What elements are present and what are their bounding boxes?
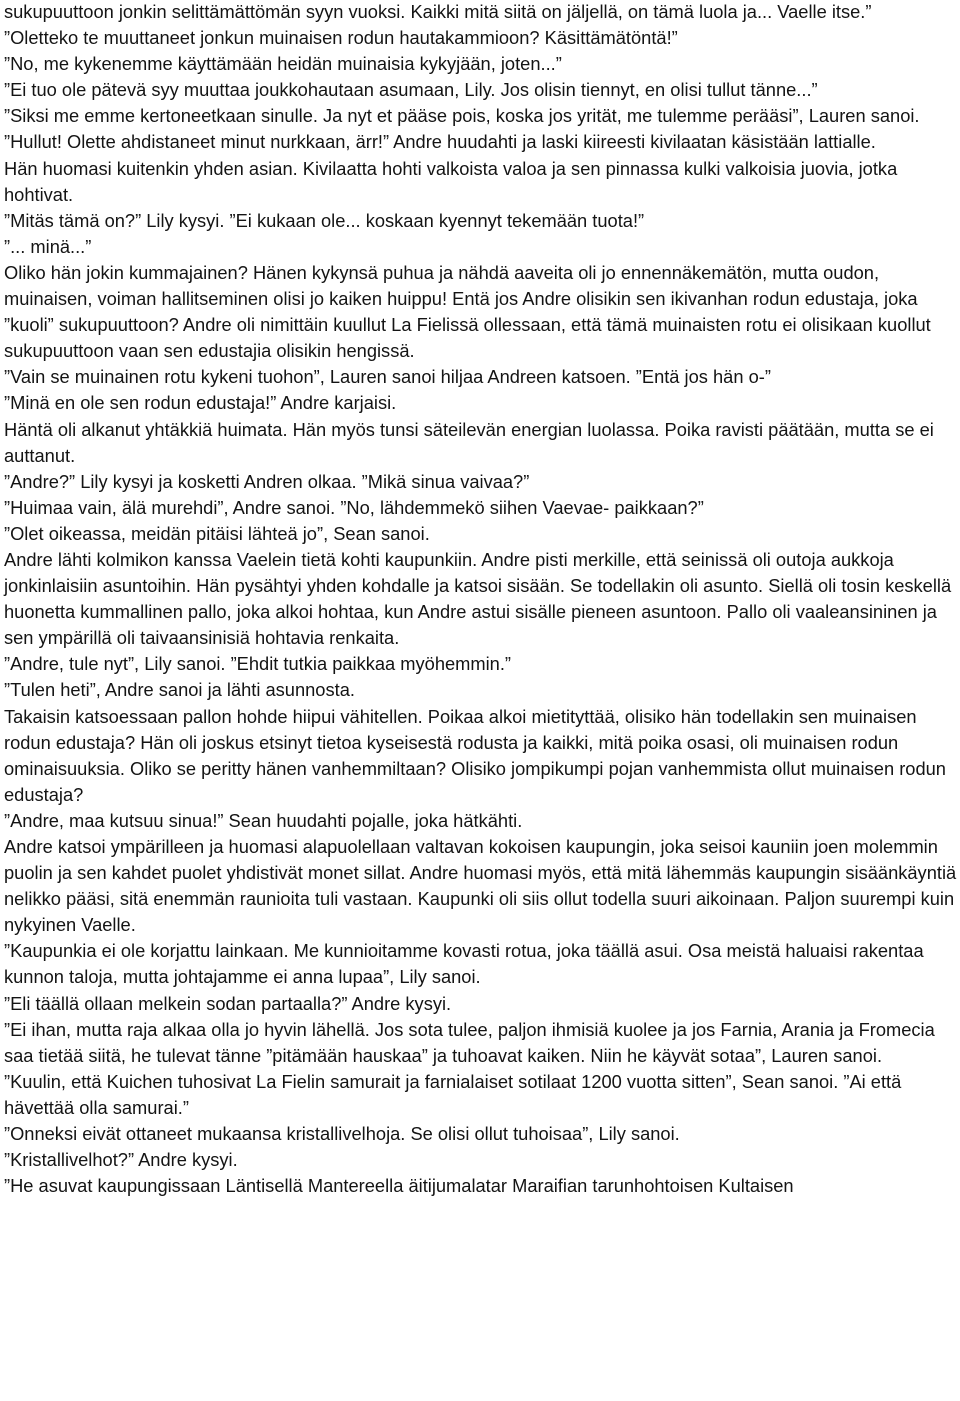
paragraph: ”Olet oikeassa, meidän pitäisi lähteä jo”, Sean sanoi. xyxy=(4,522,430,544)
paragraph: Häntä oli alkanut yhtäkkiä huimata. Hän myös tunsi säteilevän energian luolassa. Poika ravisti päätään, mutta se ei auttanut. xyxy=(4,418,934,466)
paragraph: ”... minä...” xyxy=(4,235,92,257)
paragraph: ”Vain se muinainen rotu kykeni tuohon”, Lauren sanoi hiljaa Andreen katsoen. ”Entä jos hän o-” xyxy=(4,366,771,388)
paragraph: ”Tulen heti”, Andre sanoi ja lähti asunnosta. xyxy=(4,679,355,701)
paragraph: ”Siksi me emme kertoneetkaan sinulle. Ja nyt et pääse pois, koska jos yrität, me tulemme perääsi”, Lauren sanoi. xyxy=(4,105,920,127)
paragraph: ”Andre, maa kutsuu sinua!” Sean huudahti pojalle, joka hätkähti. xyxy=(4,809,523,831)
paragraph: ”Kristallivelhot?” Andre kysyi. xyxy=(4,1149,238,1171)
paragraph: ”Hullut! Olette ahdistaneet minut nurkkaan, ärr!” Andre huudahti ja laski kiireesti kivilaatan käsistään lattialle. xyxy=(4,131,876,153)
paragraph: Hän huomasi kuitenkin yhden asian. Kivilaatta hohti valkoista valoa ja sen pinnassa kulki valkoisia juovia, jotka hohtivat. xyxy=(4,157,898,205)
paragraph: ”Eli täällä ollaan melkein sodan partaalla?” Andre kysyi. xyxy=(4,992,452,1014)
paragraph: ”Minä en ole sen rodun edustaja!” Andre karjaisi. xyxy=(4,392,397,414)
paragraph: Oliko hän jokin kummajainen? Hänen kykynsä puhua ja nähdä aaveita oli jo ennennäkemätön, mutta oudon, muinaisen, voiman hallitseminen olisi jo kaiken huippu! Entä jos Andre olisikin sen ikivanhan rodun edustaja, joka ”kuoli” sukupuuttoon? Andre oli nimittäin kuullut La Fielissä ollessaan, että tämä muinaisten rotu ei olisikaan kuollut sukupuuttoon vaan sen edustajia olisikin hengissä. xyxy=(4,261,931,362)
paragraph: ”Ei tuo ole pätevä syy muuttaa joukkohautaan asumaan, Lily. Jos olisin tiennyt, en olisi tullut tänne...” xyxy=(4,79,818,101)
paragraph: ”Oletteko te muuttaneet jonkun muinaisen rodun hautakammioon? Käsittämätöntä!” xyxy=(4,27,678,49)
paragraph: Takaisin katsoessaan pallon hohde hiipui vähitellen. Poikaa alkoi mietityttää, olisiko hän todellakin sen muinaisen rodun edustaja? Hän oli joskus etsinyt tietoa kyseisestä rodusta ja kaikki, mitä poika osasi, oli muinaisen rodun ominaisuuksia. Oliko se peritty hänen vanhemmiltaan? Olisiko jompikumpi pojan vanhemmista ollut muinaisen rodun edustaja? xyxy=(4,705,946,805)
paragraph: ”Andre, tule nyt”, Lily sanoi. ”Ehdit tutkia paikkaa myöhemmin.” xyxy=(4,653,512,675)
paragraph: ”Mitäs tämä on?” Lily kysyi. ”Ei kukaan ole... koskaan kyennyt tekemään tuota!” xyxy=(4,209,645,231)
paragraph: Andre katsoi ympärilleen ja huomasi alapuolellaan valtavan kokoisen kaupungin, joka seisoi kauniin joen molemmin puolin ja sen kahdet puolet yhdistivät monet sillat. Andre huomasi myös, että mitä lähemmäs kaupungin sisäänkäyntiä nelikko pääsi, sitä enemmän raunioita tuli vastaan. Kaupunki oli siis ollut todella suuri aikoinaan. Paljon suurempi kuin nykyinen Vaelle. xyxy=(4,836,957,936)
paragraph: ”He asuvat kaupungissaan Läntisellä Mantereella äitijumalatar Maraifian tarunhohtoisen Kultaisen xyxy=(4,1175,794,1197)
paragraph: sukupuuttoon jonkin selittämättömän syyn vuoksi. Kaikki mitä siitä on jäljellä, on tämä luola ja... Vaelle itse.” xyxy=(4,1,872,22)
paragraph: ”No, me kykenemme käyttämään heidän muinaisia kykyjään, joten...” xyxy=(4,53,562,75)
paragraph: ”Andre?” Lily kysyi ja kosketti Andren olkaa. ”Mikä sinua vaivaa?” xyxy=(4,470,530,492)
paragraph: ”Ei ihan, mutta raja alkaa olla jo hyvin lähellä. Jos sota tulee, paljon ihmisiä kuolee ja jos Farnia, Arania ja Fromecia saa tietää siitä, he tulevat tänne ”pitämään hauskaa” ja tuhoavat kaiken. Niin he käyvät sotaa”, Lauren sanoi. xyxy=(4,1018,935,1066)
paragraph: ”Kuulin, että Kuichen tuhosivat La Fielin samurait ja farnialaiset sotilaat 1200 vuotta sitten”, Sean sanoi. ”Ai että hävettää olla samurai.” xyxy=(4,1070,902,1118)
document-page xyxy=(4,0,958,1199)
paragraph: Andre lähti kolmikon kanssa Vaelein tietä kohti kaupunkiin. Andre pisti merkille, että seinissä oli outoja aukkoja jonkinlaisiin asuntoihin. Hän pysähtyi yhden kohdalle ja katsoi sisään. Se todellakin oli asunto. Siellä oli tosin keskellä huonetta kummallinen pallo, joka alkoi hohtaa, kun Andre astui sisälle pieneen asuntoon. Pallo oli vaaleansininen ja sen ympärillä oli taivaansinisiä hohtavia renkaita. xyxy=(4,548,952,649)
paragraph: ”Kaupunkia ei ole korjattu lainkaan. Me kunnioitamme kovasti rotua, joka täällä asui. Osa meistä haluaisi rakentaa kunnon taloja, mutta johtajamme ei anna lupaa”, Lily sanoi. xyxy=(4,940,924,988)
paragraph: ”Huimaa vain, älä murehdi”, Andre sanoi. ”No, lähdemmekö siihen Vaevae- paikkaan?” xyxy=(4,496,704,518)
paragraph: ”Onneksi eivät ottaneet mukaansa kristallivelhoja. Se olisi ollut tuhoisaa”, Lily sanoi. xyxy=(4,1123,680,1145)
